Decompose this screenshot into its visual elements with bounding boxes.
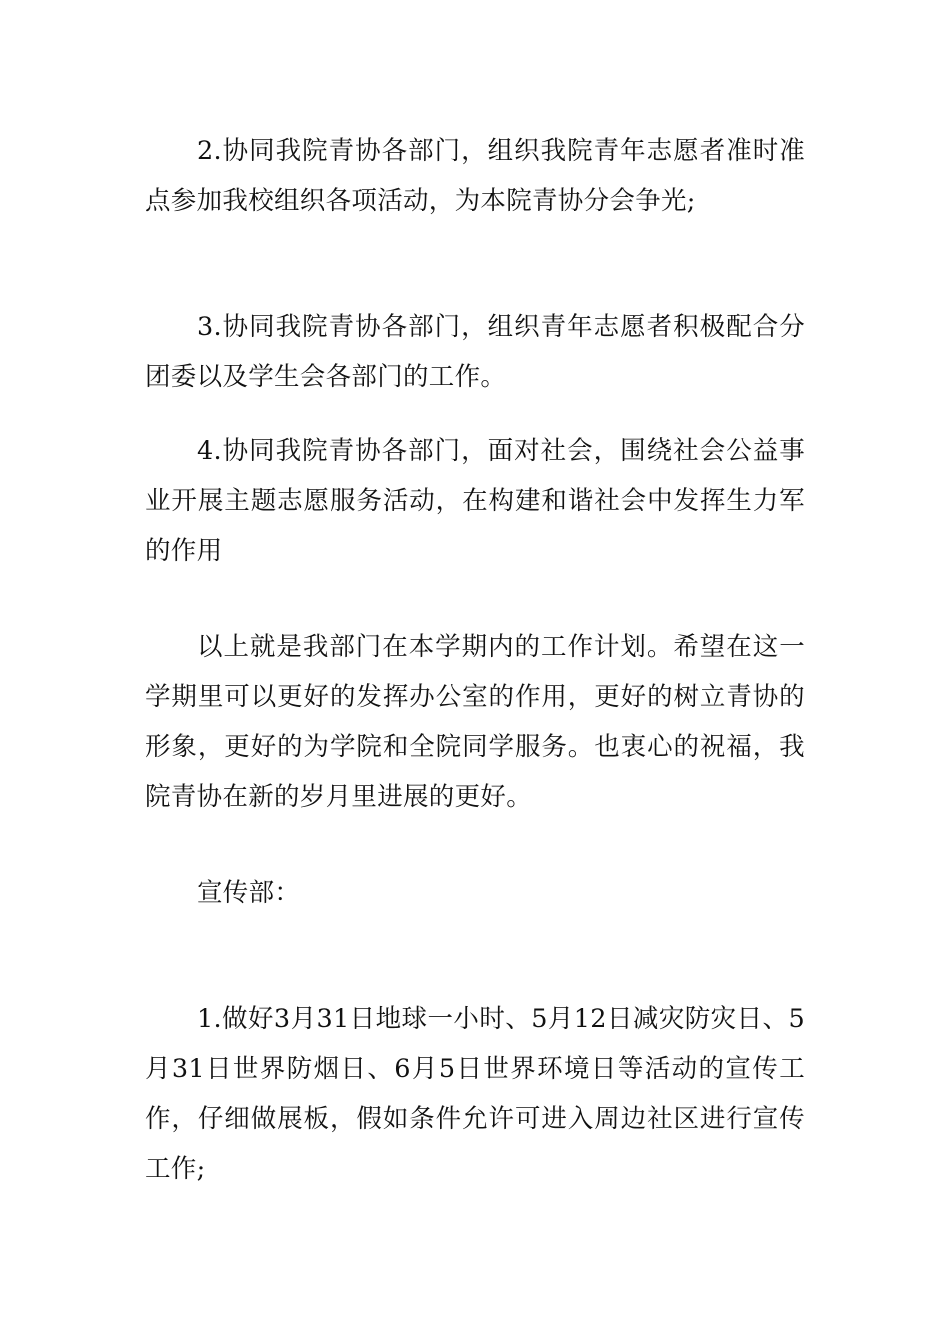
paragraph-item-2: 2.协同我院青协各部门，组织我院青年志愿者准时准点参加我校组织各项活动，为本院青协分会争光; (145, 136, 805, 216)
section-heading-publicity: 宣传部： (197, 878, 301, 908)
paragraph-item-3: 3.协同我院青协各部门，组织青年志愿者积极配合分团委以及学生会各部门的工作。 (145, 312, 805, 392)
paragraph-item-4: 4.协同我院青协各部门，面对社会，围绕社会公益事业开展主题志愿服务活动，在构建和谐社会中发挥生力军的作用 (145, 436, 805, 566)
paragraph-item-1-publicity: 1.做好3月31日地球一小时、5月12日减灾防灾日、5月31日世界防烟日、6月5日世界环境日等活动的宣传工作，仔细做展板，假如条件允许可进入周边社区进行宣传工作; (145, 1004, 805, 1184)
paragraph-conclusion: 以上就是我部门在本学期内的工作计划。希望在这一学期里可以更好的发挥办公室的作用，更好的树立青协的形象，更好的为学院和全院同学服务。也衷心的祝福，我院青协在新的岁月里进展的更好。 (145, 632, 805, 812)
